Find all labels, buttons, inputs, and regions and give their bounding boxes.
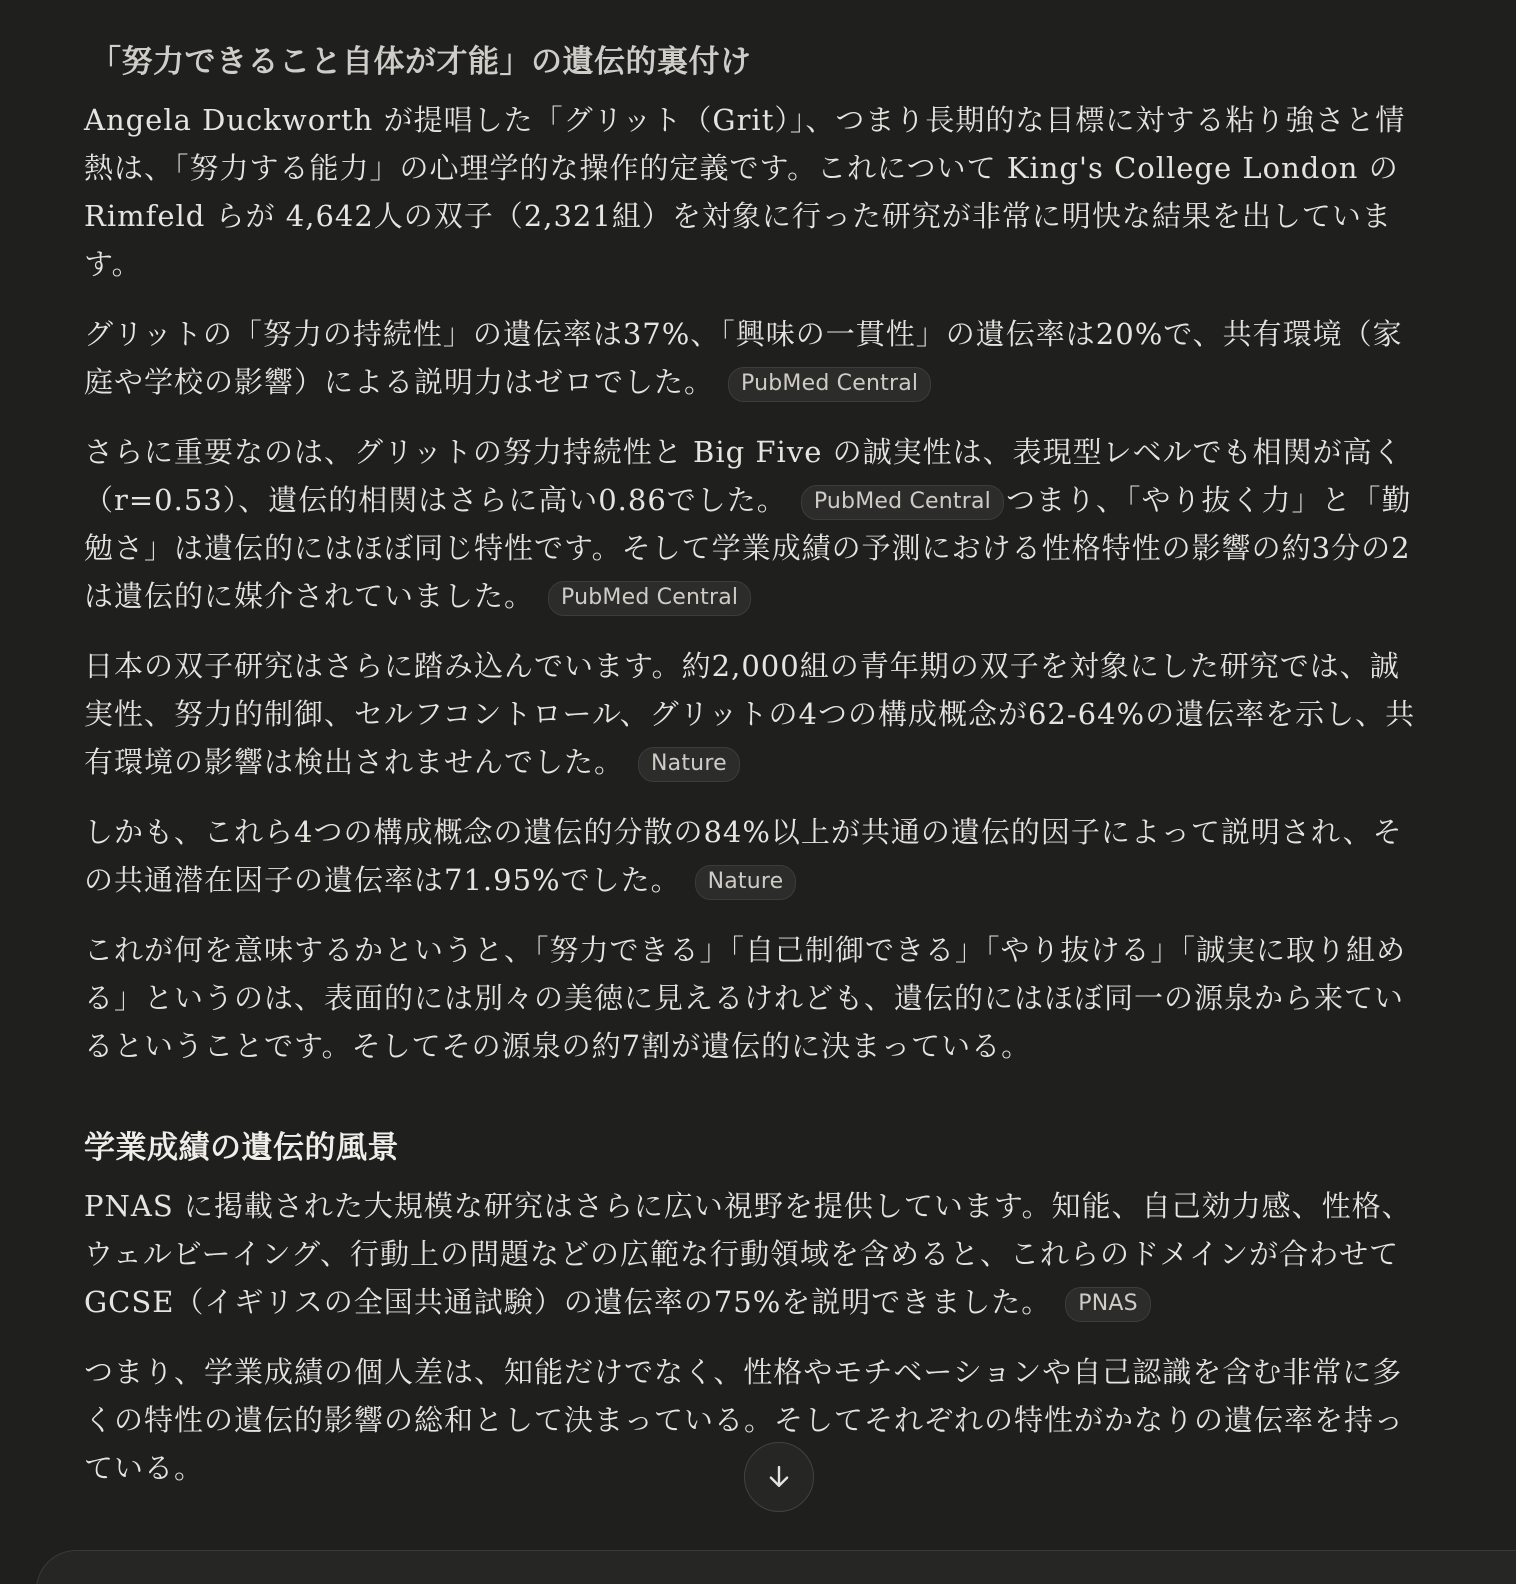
paragraph-text: つまり、「やり抜く力」と「勤勉さ」は遺伝的にはほぼ同じ特性です。そして学業成績の予測における性格特性の影響の約3分の2は遺伝的に媒介されていました。 — [84, 483, 1412, 613]
paragraph-pnas-study — [84, 1182, 1424, 1326]
citation-nature[interactable]: Nature — [638, 747, 740, 782]
paragraph-grit-definition: Angela Duckworth が提唱した「グリット（Grit）」、つまり長期的な目標に対する粘り強さと情熱は、「努力する能力」の心理学的な操作的定義です。これについて King's College London の Rimfeld らが 4,642人の双子（2,321組）を対象に行った研究が非常に明快な結果を出しています。 — [84, 103, 1406, 281]
paragraph-text: PNAS に掲載された大規模な研究はさらに広い視野を提供しています。知能、自己効力感、性格、ウェルビーイング、行動上の問題などの広範な行動領域を含めると、これらのドメインが合わせて GCSE（イギリスの全国共通試験）の遺伝率の75%を説明できました。 — [84, 1189, 1412, 1319]
paragraph-text: さらに重要なのは、グリットの努力持続性と Big Five の誠実性は、表現型レベルでも相関が高く（r=0.53）、遺伝的相関はさらに高い0.86でした。 — [84, 435, 1403, 517]
paragraph-japan-twin-study — [84, 642, 1424, 786]
section-heading-academic-landscape: 学業成績の遺伝的風景 — [84, 1130, 399, 1166]
citation-nature[interactable]: Nature — [695, 865, 797, 900]
paragraph-text: しかも、これら4つの構成概念の遺伝的分散の84%以上が共通の遺伝的因子によって説明され、その共通潜在因子の遺伝率は71.95%でした。 — [84, 815, 1403, 897]
arrow-down-icon — [764, 1462, 794, 1492]
paragraph-text: 日本の双子研究はさらに踏み込んでいます。約2,000組の青年期の双子を対象にした研究では、誠実性、努力的制御、セルフコントロール、グリットの4つの構成概念が62-64%の遺伝率を示し、共有環境の影響は検出されませんでした。 — [84, 649, 1416, 779]
message-composer[interactable] — [36, 1550, 1516, 1584]
paragraph-common-factor — [84, 808, 1424, 904]
citation-pubmed-central[interactable]: PubMed Central — [728, 367, 931, 402]
scroll-to-bottom-button[interactable] — [744, 1442, 814, 1512]
citation-pnas[interactable]: PNAS — [1065, 1287, 1151, 1322]
paragraph-text: グリットの「努力の持続性」の遺伝率は37%、「興味の一貫性」の遺伝率は20%で、共有環境（家庭や学校の影響）による説明力はゼロでした。 — [84, 317, 1403, 399]
paragraph-meaning: これが何を意味するかというと、「努力できる」「自己制御できる」「やり抜ける」「誠実に取り組める」というのは、表面的には別々の美徳に見えるけれども、遺伝的にはほぼ同一の源泉から来ているということです。そしてその源泉の約7割が遺伝的に決まっている。 — [84, 933, 1407, 1063]
paragraph-grit-heritability — [84, 310, 1424, 406]
paragraph-summary: つまり、学業成績の個人差は、知能だけでなく、性格やモチベーションや自己認識を含む非常に多くの特性の遺伝的影響の総和として決まっている。そしてそれぞれの特性がかなりの遺伝率を持っている。 — [84, 1355, 1405, 1485]
citation-pubmed-central[interactable]: PubMed Central — [801, 485, 1004, 520]
message-content — [84, 38, 1424, 1492]
paragraph-genetic-correlation — [84, 428, 1424, 620]
section-heading-genetic-basis: 「努力できること自体が才能」の遺伝的裏付け — [90, 44, 752, 80]
citation-pubmed-central[interactable]: PubMed Central — [548, 581, 751, 616]
